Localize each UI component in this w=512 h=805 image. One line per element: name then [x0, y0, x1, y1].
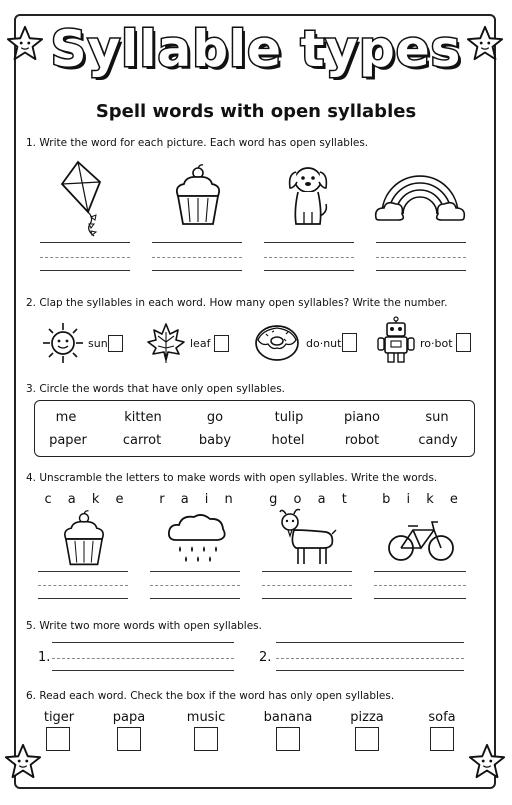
answer-line [150, 598, 240, 599]
answer-number: 1. [38, 650, 51, 665]
answer-guide-line [262, 585, 352, 586]
star-icon [4, 742, 42, 780]
circle-word[interactable]: piano [343, 410, 381, 425]
answer-line [40, 270, 130, 271]
answer-guide-line [150, 585, 240, 586]
answer-line [152, 270, 242, 271]
section-6-instruction: 6. Read each word. Check the box if the word has only open syllables. [26, 690, 395, 702]
read-word: pizza [350, 710, 384, 725]
clap-word: do·nut [306, 337, 342, 350]
answer-line[interactable] [374, 571, 466, 572]
circle-word[interactable]: hotel [271, 433, 305, 448]
answer-line[interactable] [152, 242, 242, 243]
answer-line [52, 670, 234, 671]
goat-icon [276, 508, 338, 568]
check-box[interactable] [430, 727, 454, 751]
answer-line[interactable] [38, 571, 128, 572]
answer-guide-line [264, 257, 354, 258]
circle-word[interactable]: tulip [274, 410, 304, 425]
page-title: Syllable types [50, 20, 462, 78]
circle-word[interactable]: me [55, 410, 77, 425]
answer-line[interactable] [262, 571, 352, 572]
read-word: sofa [428, 710, 456, 725]
kite-icon [58, 160, 114, 238]
answer-line[interactable] [40, 242, 130, 243]
number-box[interactable] [342, 333, 357, 352]
circle-word[interactable]: baby [198, 433, 232, 448]
answer-line [264, 270, 354, 271]
answer-guide-line [376, 257, 466, 258]
answer-line[interactable] [52, 642, 234, 643]
section-4-instruction: 4. Unscramble the letters to make words with open syllables. Write the words. [26, 472, 438, 484]
clap-word: leaf [190, 337, 211, 350]
circle-word[interactable]: candy [418, 433, 458, 448]
clap-word: ro·bot [420, 337, 453, 350]
scrambled-letters: g o a t [269, 492, 353, 507]
answer-line [276, 670, 464, 671]
read-word: banana [263, 710, 313, 725]
check-box[interactable] [117, 727, 141, 751]
rain-cloud-icon [166, 512, 228, 566]
answer-line [262, 598, 352, 599]
scrambled-letters: r a i n [159, 492, 239, 507]
circle-word[interactable]: robot [344, 433, 380, 448]
scrambled-letters: c a k e [44, 492, 130, 507]
donut-icon [254, 324, 300, 362]
answer-line [376, 270, 466, 271]
cupcake-icon [58, 510, 110, 568]
section-2-instruction: 2. Clap the syllables in each word. How many open syllables? Write the number. [26, 297, 448, 309]
answer-line[interactable] [376, 242, 466, 243]
answer-line [38, 598, 128, 599]
circle-word[interactable]: sun [425, 410, 449, 425]
circle-word[interactable]: kitten [124, 410, 162, 425]
check-box[interactable] [46, 727, 70, 751]
section-3-instruction: 3. Circle the words that have only open syllables. [26, 383, 286, 395]
answer-guide-line [152, 257, 242, 258]
clap-word: sun [88, 337, 108, 350]
answer-guide-line [276, 658, 464, 659]
answer-line [374, 598, 466, 599]
answer-number: 2. [259, 650, 272, 665]
page-subtitle: Spell words with open syllables [95, 101, 417, 122]
rainbow-icon [374, 166, 466, 222]
circle-word[interactable]: paper [49, 433, 87, 448]
bicycle-icon [386, 516, 456, 564]
number-box[interactable] [108, 335, 123, 352]
check-box[interactable] [276, 727, 300, 751]
section-5-instruction: 5. Write two more words with open syllables. [26, 620, 262, 632]
answer-line[interactable] [276, 642, 464, 643]
answer-guide-line [52, 658, 234, 659]
number-box[interactable] [456, 333, 471, 352]
answer-line[interactable] [150, 571, 240, 572]
cupcake-icon [172, 164, 224, 228]
scrambled-letters: b i k e [382, 492, 464, 507]
star-icon [468, 742, 506, 780]
leaf-icon [146, 322, 186, 364]
section-1-instruction: 1. Write the word for each picture. Each word has open syllables. [26, 137, 369, 149]
answer-guide-line [40, 257, 130, 258]
check-box[interactable] [194, 727, 218, 751]
circle-word[interactable]: carrot [122, 433, 162, 448]
answer-guide-line [374, 585, 466, 586]
dog-icon [282, 162, 334, 230]
answer-line[interactable] [264, 242, 354, 243]
read-word: music [186, 710, 226, 725]
circle-word[interactable]: go [206, 410, 224, 425]
answer-guide-line [38, 585, 128, 586]
number-box[interactable] [214, 335, 229, 352]
robot-icon [376, 316, 416, 364]
read-word: tiger [43, 710, 75, 725]
sun-icon [42, 322, 84, 364]
read-word: papa [112, 710, 146, 725]
word-panel [34, 400, 475, 457]
check-box[interactable] [355, 727, 379, 751]
